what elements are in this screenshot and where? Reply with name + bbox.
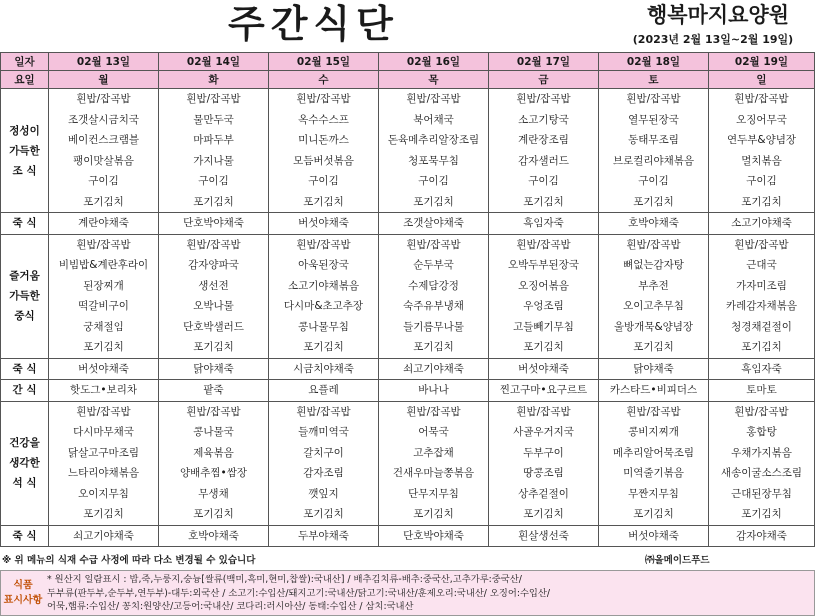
menu-item: 수제담강정 (408, 279, 459, 292)
weekday-cell: 화 (159, 71, 269, 89)
menu-item: 흰밥/잡곡밥 (296, 93, 351, 105)
menu-item: 감자샐러드 (518, 154, 569, 167)
lunch-label-line: 즐거움 (9, 270, 40, 282)
dinner-porridge-cell: 버섯야채죽 (599, 525, 709, 547)
menu-item: 흰밥/잡곡밥 (406, 238, 461, 251)
breakfast-cell (489, 89, 599, 213)
lunch-cell (489, 234, 599, 358)
breakfast-cell (49, 89, 159, 213)
dinner-porridge-cell: 감자야채죽 (709, 525, 815, 547)
menu-item: 흰밥/잡곡밥 (626, 238, 681, 251)
menu-item: 포기김치 (741, 195, 782, 208)
menu-item: 생선전 (198, 279, 229, 292)
lunch-cell (709, 234, 815, 358)
food-origin-box (0, 570, 815, 616)
lunch-porridge-cell: 버섯야채죽 (489, 358, 599, 380)
page-title: 주간식단 (228, 2, 399, 46)
menu-item: 궁채절임 (83, 320, 124, 333)
breakfast-label-line: 정성이 (9, 124, 40, 137)
dinner-cell (159, 401, 269, 525)
menu-item: 오이고추무침 (623, 300, 684, 312)
menu-item: 가자미조림 (736, 279, 787, 292)
dinner-label-line: 석 식 (12, 477, 37, 489)
menu-item: 오징어무국 (736, 113, 787, 126)
menu-item: 청포묵무침 (408, 154, 459, 167)
menu-item: 흰밥/잡곡밥 (296, 405, 351, 418)
weekday-cell: 월 (49, 71, 159, 89)
lunch-label-line: 중식 (14, 310, 35, 322)
menu-item: 흰밥/잡곡밥 (406, 405, 461, 418)
menu-item: 울방개묵&양념장 (613, 320, 694, 333)
breakfast-porridge-cell: 소고기야채죽 (709, 213, 815, 235)
origin-label-line2: 표시사항 (3, 595, 43, 606)
menu-item: 콩나물국 (193, 426, 234, 438)
menu-item: 흰밥/잡곡밥 (186, 405, 241, 418)
breakfast-label (1, 89, 49, 213)
menu-item: 흰밥/잡곡밥 (186, 238, 241, 251)
menu-item: 부추전 (638, 279, 669, 292)
origin-text (47, 573, 807, 615)
lunch-cell (159, 234, 269, 358)
lunch-label-line: 가득한 (9, 290, 40, 302)
menu-item: 된장찌개 (83, 279, 124, 292)
menu-item: 브로컬리야채볶음 (612, 154, 695, 167)
menu-item: 두부구이 (523, 446, 564, 459)
origin-line: 어묵,햄류:수입산/ 꽁치:원양산/고등어:국내산/ 코다리:러시아산/ 동태:수입산 / 삼치:국내산 (47, 601, 414, 612)
snack-row (1, 380, 815, 402)
menu-item: 포기김치 (193, 508, 234, 520)
breakfast-porridge-row (1, 213, 815, 235)
menu-item: 포기김치 (633, 341, 674, 353)
menu-item: 포기김치 (741, 341, 782, 353)
dinner-cell (269, 401, 379, 525)
menu-item: 물만두국 (193, 113, 234, 126)
dinner-label-line: 생각한 (9, 457, 40, 469)
menu-item: 감자조림 (303, 467, 344, 479)
menu-item: 오이지무침 (78, 487, 129, 500)
breakfast-cell (599, 89, 709, 213)
menu-item: 포기김치 (523, 195, 564, 208)
menu-item: 흰밥/잡곡밥 (76, 238, 131, 251)
menu-item: 포기김치 (741, 508, 782, 520)
menu-item: 포기김치 (83, 341, 124, 353)
lunch-porridge-row (1, 358, 815, 380)
snack-cell: 찐고구마•요구르트 (489, 380, 599, 402)
menu-item: 소고기야채볶음 (287, 279, 359, 292)
lunch-porridge-cell: 닭야채죽 (159, 358, 269, 380)
menu-item: 포기김치 (523, 508, 564, 520)
menu-item: 구이김 (528, 175, 559, 187)
snack-cell: 카스타드•비피더스 (599, 380, 709, 402)
menu-item: 포기김치 (193, 341, 234, 353)
origin-label (1, 571, 45, 615)
menu-item: 콩나물무침 (298, 320, 349, 333)
menu-item: 근대된장무침 (731, 487, 792, 500)
menu-item: 포기김치 (413, 195, 454, 208)
menu-item: 포기김치 (83, 195, 124, 208)
lunch-cell (599, 234, 709, 358)
menu-item: 오박두부된장국 (507, 259, 579, 271)
menu-item: 포기김치 (633, 195, 674, 208)
origin-label-line1: 식품 (13, 580, 33, 591)
menu-item: 연두부&양념장 (726, 134, 797, 146)
dinner-cell (379, 401, 489, 525)
menu-item: 순두부국 (413, 259, 454, 271)
date-cell: 02월 19일 (709, 53, 815, 71)
breakfast-row (1, 89, 815, 213)
menu-item: 메추리알어묵조림 (612, 446, 695, 459)
menu-item: 조갯살시금치국 (67, 113, 139, 126)
dinner-porridge-cell: 쇠고기야채죽 (49, 525, 159, 547)
menu-item: 포기김치 (523, 341, 564, 353)
menu-item: 포기김치 (303, 508, 344, 520)
menu-item: 멸치볶음 (741, 154, 782, 167)
menu-item: 감자양파국 (188, 259, 239, 271)
menu-item: 흰밥/잡곡밥 (516, 405, 571, 418)
breakfast-porridge-cell: 호박야채죽 (599, 213, 709, 235)
dinner-cell (49, 401, 159, 525)
menu-item: 구이김 (418, 175, 449, 187)
snack-cell: 핫도그•보리차 (49, 380, 159, 402)
menu-item: 포기김치 (413, 508, 454, 520)
lunch-cell (269, 234, 379, 358)
menu-item: 구이김 (88, 175, 119, 187)
menu-item: 새송이굴소스조림 (720, 467, 803, 479)
snack-cell: 토마토 (709, 380, 815, 402)
breakfast-label-line: 가득한 (9, 144, 40, 157)
breakfast-cell (269, 89, 379, 213)
lunch-porridge-cell: 시금치야채죽 (269, 358, 379, 380)
menu-item: 돈육메추리알장조림 (387, 134, 480, 146)
menu-item: 오징어볶음 (518, 279, 569, 292)
date-cell: 02월 18일 (599, 53, 709, 71)
menu-item: 구이김 (746, 175, 777, 187)
menu-item: 제육볶음 (193, 446, 234, 459)
menu-item: 건새우마늘쫑볶음 (392, 467, 475, 479)
menu-item: 숙주유부냉채 (403, 300, 464, 312)
menu-item: 팽이맛살볶음 (73, 154, 134, 167)
lunch-label (1, 234, 49, 358)
menu-item: 포기김치 (83, 508, 124, 520)
dinner-label (1, 401, 49, 525)
menu-item: 구이김 (638, 175, 669, 187)
menu-item: 상추겉절이 (518, 487, 569, 500)
menu-item: 미역줄기볶음 (623, 467, 684, 479)
weekday-row (1, 71, 815, 89)
dinner-porridge-cell: 흰살생선죽 (489, 525, 599, 547)
menu-item: 흰밥/잡곡밥 (406, 93, 461, 105)
menu-item: 고들빼기무침 (513, 320, 574, 333)
menu-item: 무생채 (198, 487, 229, 500)
menu-item: 흰밥/잡곡밥 (76, 405, 131, 418)
snack-label: 간 식 (1, 380, 49, 402)
menu-item: 양배추찜•쌈장 (179, 467, 248, 479)
menu-item: 갈치구이 (303, 446, 344, 459)
weekday-cell: 수 (269, 71, 379, 89)
menu-item: 느타리야채볶음 (67, 467, 139, 479)
menu-item: 동태무조림 (628, 134, 679, 146)
menu-item: 들깨미역국 (298, 426, 349, 438)
menu-item: 흰밥/잡곡밥 (734, 405, 789, 418)
menu-item: 땅콩조림 (523, 467, 564, 479)
menu-item: 닭살고구마조림 (67, 446, 139, 459)
lunch-porridge-cell: 닭야채죽 (599, 358, 709, 380)
menu-item: 흰밥/잡곡밥 (296, 238, 351, 251)
menu-item: 열무된장국 (628, 113, 679, 126)
menu-item: 어묵국 (418, 426, 449, 438)
menu-item: 비빔밥&계란후라이 (58, 259, 149, 271)
dinner-row (1, 401, 815, 525)
date-label: 일자 (1, 53, 49, 71)
menu-item: 포기김치 (303, 195, 344, 208)
weekday-cell: 금 (489, 71, 599, 89)
date-cell: 02월 16일 (379, 53, 489, 71)
menu-item: 흰밥/잡곡밥 (516, 238, 571, 251)
weekday-cell: 일 (709, 71, 815, 89)
menu-item: 무짠지무침 (628, 487, 679, 500)
menu-item: 포기김치 (413, 341, 454, 353)
lunch-porridge-cell: 버섯야채죽 (49, 358, 159, 380)
snack-cell: 요플레 (269, 380, 379, 402)
date-cell: 02월 17일 (489, 53, 599, 71)
date-cell: 02월 14일 (159, 53, 269, 71)
weekday-label: 요일 (1, 71, 49, 89)
breakfast-porridge-cell: 단호박야채죽 (159, 213, 269, 235)
menu-item: 마파두부 (193, 134, 234, 146)
menu-item: 흰밥/잡곡밥 (76, 93, 131, 105)
menu-item: 청경채겉절이 (731, 320, 792, 333)
breakfast-label-line: 조 식 (12, 164, 37, 177)
menu-item: 소고기탕국 (518, 113, 569, 126)
dinner-label-line: 건강을 (9, 437, 40, 449)
supplier-name: ㈜올메이드푸드 (645, 555, 710, 566)
weekday-cell: 토 (599, 71, 709, 89)
breakfast-porridge-cell: 조갯살야채죽 (379, 213, 489, 235)
menu-item: 흰밥/잡곡밥 (734, 238, 789, 251)
breakfast-porridge-cell: 흑임자죽 (489, 213, 599, 235)
lunch-row (1, 234, 815, 358)
menu-item: 모듬버섯볶음 (293, 154, 354, 167)
lunch-porridge-cell: 쇠고기야채죽 (379, 358, 489, 380)
menu-item: 고추잡채 (413, 446, 454, 459)
menu-item: 포기김치 (633, 508, 674, 520)
dinner-cell (489, 401, 599, 525)
menu-item: 콩비지찌개 (628, 426, 679, 438)
menu-item: 구이김 (308, 175, 339, 187)
org-name: 행복마지요양원 (646, 3, 789, 27)
menu-item: 포기김치 (303, 341, 344, 353)
menu-item: 우엉조림 (523, 300, 564, 312)
menu-item: 베이컨스크램블 (67, 134, 139, 146)
menu-item: 단무지무침 (408, 487, 459, 500)
dinner-porridge-cell: 단호박야채죽 (379, 525, 489, 547)
dinner-porridge-cell: 호박야채죽 (159, 525, 269, 547)
menu-item: 근대국 (746, 259, 777, 271)
snack-cell: 바나나 (379, 380, 489, 402)
breakfast-porridge-label: 죽 식 (1, 213, 49, 235)
menu-item: 흰밥/잡곡밥 (626, 405, 681, 418)
weekly-menu-table (0, 52, 815, 547)
date-cell: 02월 13일 (49, 53, 159, 71)
lunch-cell (379, 234, 489, 358)
date-row (1, 53, 815, 71)
breakfast-porridge-cell: 버섯야채죽 (269, 213, 379, 235)
menu-item: 다시마무채국 (73, 426, 134, 438)
breakfast-porridge-cell: 계란야채죽 (49, 213, 159, 235)
menu-item: 북어채국 (413, 113, 454, 126)
menu-item: 포기김치 (193, 195, 234, 208)
menu-period: (2023년 2월 13일~2월 19일) (632, 33, 794, 46)
date-cell: 02월 15일 (269, 53, 379, 71)
dinner-cell (599, 401, 709, 525)
lunch-cell (49, 234, 159, 358)
menu-item: 계란장조림 (518, 134, 569, 146)
menu-item: 가지나물 (193, 154, 234, 167)
dinner-cell (709, 401, 815, 525)
dinner-porridge-label: 죽 식 (1, 525, 49, 547)
origin-line: 두부류(판두부,순두부,연두부)-대두:외국산 / 소고기:수입산/돼지고기:국내산/닭고기:국내산/훈제오리:국내산/ 오징어:수입산/ (47, 587, 551, 599)
menu-item: 뼈없는감자탕 (623, 259, 684, 271)
breakfast-cell (379, 89, 489, 213)
breakfast-cell (159, 89, 269, 213)
menu-item: 흰밥/잡곡밥 (516, 93, 571, 105)
lunch-porridge-cell: 흑임자죽 (709, 358, 815, 380)
menu-item: 구이김 (198, 175, 229, 187)
dinner-porridge-cell: 두부야채죽 (269, 525, 379, 547)
menu-item: 홍합탕 (746, 426, 777, 438)
menu-item: 우채가지볶음 (731, 446, 792, 459)
menu-item: 깻잎지 (308, 487, 339, 500)
menu-item: 사골우거지국 (513, 426, 574, 438)
menu-item: 미니돈까스 (298, 134, 349, 146)
lunch-porridge-label: 죽 식 (1, 358, 49, 380)
menu-item: 들기름무나물 (403, 320, 464, 333)
weekday-cell: 목 (379, 71, 489, 89)
menu-item: 카레감자채볶음 (725, 300, 797, 312)
menu-item: 옥수수스프 (298, 113, 349, 126)
menu-item: 흰밥/잡곡밥 (626, 93, 681, 105)
menu-item: 떡갈비구이 (78, 300, 129, 312)
menu-item: 다시마&초고추장 (283, 300, 364, 312)
menu-item: 오박나물 (193, 300, 234, 312)
menu-item: 흰밥/잡곡밥 (734, 93, 789, 105)
origin-line: * 원산지 일람표시 : 밥,죽,누룽지,숭늉[쌀류(백미,흑미,현미,찹쌀):국내산] / 배추김치류-배추:중국산,고추가루:중국산/ (47, 574, 522, 585)
snack-cell: 팥죽 (159, 380, 269, 402)
menu-item: 아욱된장국 (298, 259, 349, 271)
change-notice: ※ 위 메뉴의 식재 수급 사정에 따라 다소 변경될 수 있습니다 (2, 555, 256, 566)
dinner-porridge-row (1, 525, 815, 547)
breakfast-cell (709, 89, 815, 213)
menu-item: 단호박샐러드 (183, 320, 244, 333)
menu-item: 흰밥/잡곡밥 (186, 93, 241, 105)
